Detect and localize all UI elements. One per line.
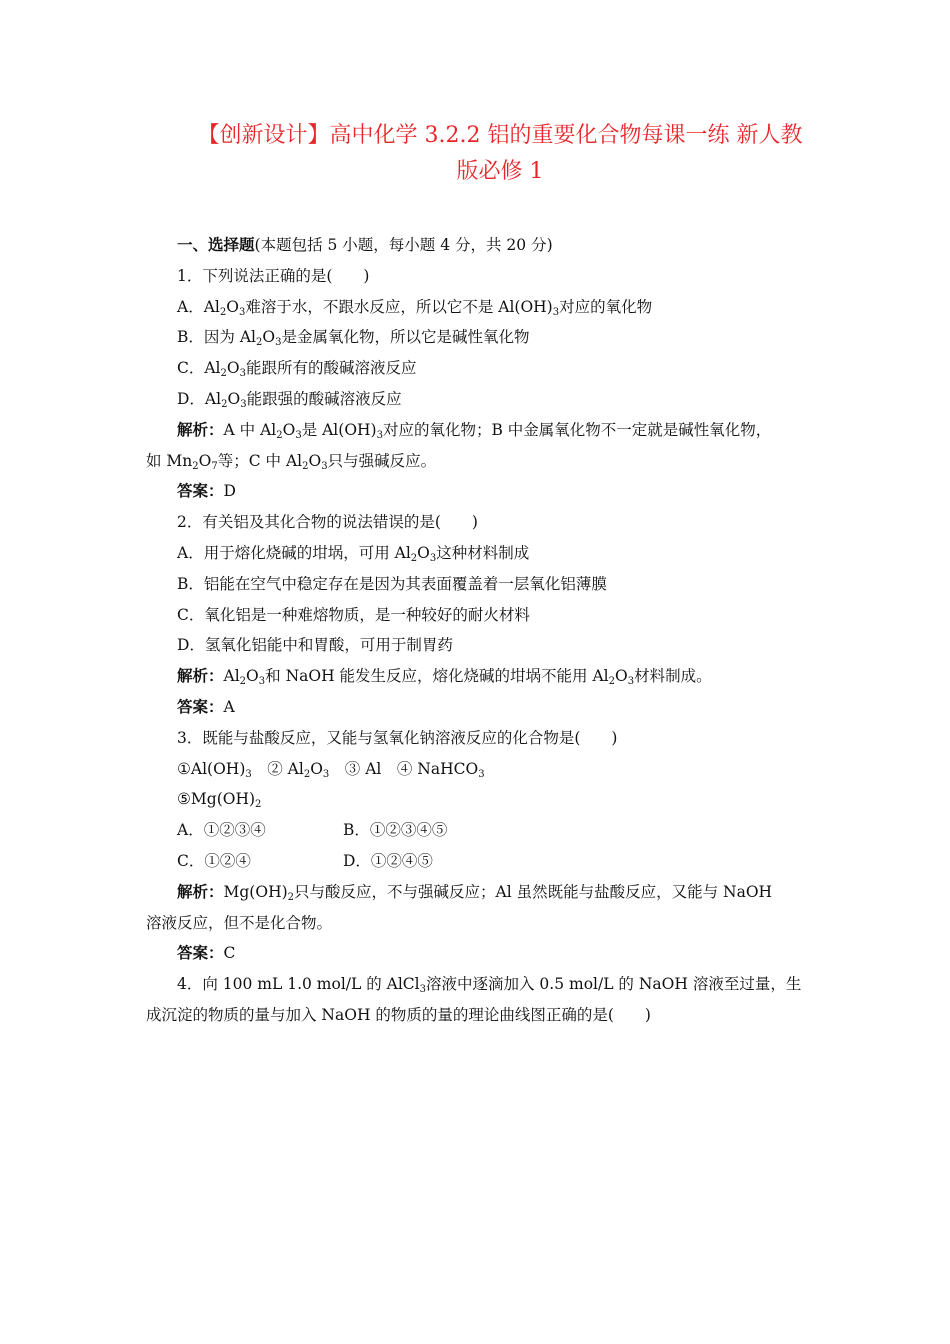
q3-answer: 答案：C bbox=[177, 943, 236, 963]
q2-answer: 答案：A bbox=[177, 696, 235, 716]
q4-stem: 4．向 100 mL 1.0 mol/L 的 AlCl$_3$溶液中逐滴加入 0.5 mol/L 的 NaOH 溶液至过量，生 bbox=[177, 975, 802, 996]
q3-explanation: 解析：$Mg(OH)_2$只与酸反应，不与强碱反应；Al 虽然既能与盐酸反应，又能与 NaOH bbox=[177, 881, 773, 903]
section-label: 一、选择题 bbox=[177, 235, 255, 254]
q3-items: $①Al(OH)_3$ ② $Al_2O_3$ ③ Al ④ NaHCO$_3$ bbox=[177, 759, 485, 780]
section-desc: (本题包括 5 小题，每小题 4 分，共 20 分) bbox=[254, 236, 553, 254]
document-title bbox=[150, 118, 850, 190]
q3-options-cd bbox=[146, 846, 808, 877]
q3-item-5: $⑤Mg(OH)_2$ bbox=[177, 790, 262, 811]
title-line-2: 版必修 1 bbox=[456, 159, 544, 184]
q3-stem: 3．既能与盐酸反应，又能与氢氧化钠溶液反应的化合物是( ) bbox=[177, 728, 618, 747]
q1-stem: 1．下列说法正确的是( ) bbox=[177, 266, 370, 285]
q3-option-d: D．①②④⑤ bbox=[343, 851, 433, 870]
q3-option-a: A．①②③④ bbox=[177, 821, 266, 840]
title-line-1: 【创新设计】高中化学 3.2.2 铝的重要化合物每课一练 新人教 bbox=[197, 123, 803, 148]
question-content bbox=[146, 230, 808, 1031]
q1-explanation-cont: 如 $Mn_2O_7$等；C 中 $Al_2O_3$只与强碱反应。 bbox=[146, 451, 437, 472]
q3-explanation-cont: 溶液反应，但不是化合物。 bbox=[146, 913, 333, 932]
q2-option-c: C．氧化铝是一种难熔物质，是一种较好的耐火材料 bbox=[177, 605, 530, 624]
q1-option-a: A．$Al_2O_3$难溶于水，不跟水反应，所以它不是 $Al(OH)_3$对应的氧化物 bbox=[177, 297, 653, 318]
q2-option-a: A．用于熔化烧碱的坩埚，可用 $Al_2O_3$这种材料制成 bbox=[177, 543, 530, 564]
q1-explanation: 解析：A 中 $Al_2O_3$是 $Al(OH)_3$对应的氧化物；B 中金属氧化物不一定就是碱性氧化物， bbox=[177, 419, 772, 441]
q3-option-c: C．①②④ bbox=[177, 851, 251, 870]
q1-option-c: C．$Al_2O_3$能跟所有的酸碱溶液反应 bbox=[177, 359, 417, 380]
q2-stem: 2．有关铝及其化合物的说法错误的是( ) bbox=[177, 513, 478, 532]
q2-explanation: 解析：$Al_2O_3$和 NaOH 能发生反应，熔化烧碱的坩埚不能用 $Al_2O_3$材料制成。 bbox=[177, 666, 712, 688]
section-heading bbox=[146, 230, 808, 261]
q2-option-d: D．氢氧化铝能中和胃酸，可用于制胃药 bbox=[177, 636, 453, 655]
q3-options-ab bbox=[146, 815, 808, 846]
q1-option-d: D．$Al_2O_3$能跟强的酸碱溶液反应 bbox=[177, 389, 402, 410]
q1-option-b: B．因为 $Al_2O_3$是金属氧化物，所以它是碱性氧化物 bbox=[177, 328, 530, 349]
q3-option-b: B．①②③④⑤ bbox=[343, 821, 448, 840]
q2-option-b: B．铝能在空气中稳定存在是因为其表面覆盖着一层氧化铝薄膜 bbox=[177, 574, 607, 593]
q1-answer: 答案：D bbox=[177, 481, 236, 501]
q4-stem-cont: 成沉淀的物质的量与加入 NaOH 的物质的量的理论曲线图正确的是( ) bbox=[146, 1005, 651, 1024]
